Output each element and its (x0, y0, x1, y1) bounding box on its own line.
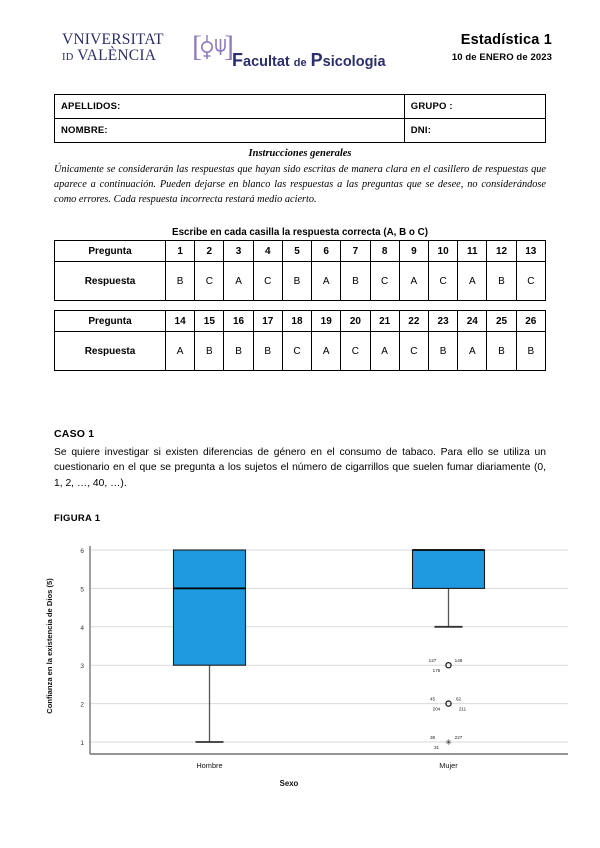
answer-cell[interactable]: C (370, 262, 399, 301)
answer-cell[interactable]: B (428, 332, 457, 371)
question-number-cell: 2 (195, 241, 224, 262)
caso-body: Se quiere investigar si existen diferencias de género en el consumo de tabaco. Para ello se utiliza un cuestionario en el que se pregunta a los sujetos el número de cigarrillos que suelen fumar diariamente (0, 1, 2, …, 40, …). (54, 447, 546, 489)
x-axis-tick-label: Mujer (439, 761, 458, 770)
outlier-case-label: 38 (429, 735, 436, 740)
y-axis-tick-label: 1 (80, 740, 84, 747)
table-spacer-cell (55, 301, 546, 311)
answer-cell[interactable]: C (195, 262, 224, 301)
page-title: Estadística 1 (460, 32, 552, 48)
outlier-case-label: 204 (432, 706, 441, 712)
answer-cell[interactable]: A (224, 262, 253, 301)
university-name-valencia: VALÈNCIA (77, 46, 157, 64)
svg-text:]: ] (224, 31, 233, 63)
answer-cell[interactable]: B (487, 262, 516, 301)
nombre-label: NOMBRE: (61, 125, 108, 136)
page-header (52, 30, 552, 86)
answer-key-answer-label: Respuesta (55, 332, 166, 371)
nombre-field[interactable] (55, 119, 405, 143)
y-axis-tick-label: 6 (80, 548, 84, 555)
y-axis-tick-label: 4 (80, 624, 84, 632)
x-axis-tick-label: Hombre (196, 761, 223, 770)
answer-cell[interactable]: B (224, 332, 253, 371)
question-number-cell: 19 (312, 311, 341, 332)
answer-cell[interactable]: B (253, 332, 282, 371)
question-number-cell: 14 (166, 311, 195, 332)
question-number-cell: 3 (224, 241, 253, 262)
question-number-cell: 7 (341, 241, 370, 262)
university-logo (62, 32, 192, 64)
outlier-case-label: 211 (458, 706, 467, 712)
question-number-cell: 25 (487, 311, 516, 332)
grupo-label: GRUPO : (410, 101, 453, 112)
outlier-case-label: 62 (455, 696, 462, 702)
outlier-case-label: 127 (428, 658, 437, 664)
student-id-table (54, 94, 546, 143)
question-number-cell: 12 (487, 241, 516, 262)
y-axis-tick-label: 5 (80, 586, 84, 594)
university-name-line1: VNIVERSITAT (62, 31, 164, 48)
answer-cell[interactable]: B (195, 332, 224, 371)
table-row (55, 262, 546, 301)
question-number-cell: 11 (458, 241, 487, 262)
faculty-word-sicologia: sicologia (322, 54, 386, 70)
answer-cell[interactable]: B (282, 262, 311, 301)
outlier-case-label: 175 (432, 668, 441, 674)
answer-key-title: Escribe en cada casilla la respuesta correcta (A, B o C) (172, 227, 428, 238)
table-row (55, 311, 546, 332)
figure-title: FIGURA 1 (54, 513, 101, 524)
answer-cell[interactable]: C (282, 332, 311, 371)
question-number-cell: 1 (166, 241, 195, 262)
answer-cell[interactable]: A (458, 332, 487, 371)
question-number-cell: 4 (253, 241, 282, 262)
box-iqr (174, 550, 246, 665)
answer-cell[interactable]: B (516, 332, 545, 371)
dni-label: DNI: (410, 125, 432, 136)
question-number-cell: 23 (428, 311, 457, 332)
instructions-body: Únicamente se considerarán las respuestas que hayan sido escritas de manera clara en el casillero de respuestas que aparece a continuación. Pueden dejarse en blanco las respuestas a las preguntas que se desee, no considerándose como errores. Cada respuesta incorrecta restará medio acierto. (54, 164, 546, 205)
y-axis-title: Confianza en la existencia de Dios (5) (45, 578, 54, 714)
answer-cell[interactable]: A (312, 332, 341, 371)
answer-cell[interactable]: A (399, 262, 428, 301)
faculty-initial-p: P (310, 50, 323, 70)
outlier-case-label: 148 (454, 658, 463, 664)
answer-cell[interactable]: A (458, 262, 487, 301)
outlier-case-label: 31 (433, 745, 440, 750)
table-row (55, 95, 546, 119)
question-number-cell: 8 (370, 241, 399, 262)
outlier-case-label: 227 (454, 735, 463, 740)
faculty-name (232, 50, 386, 71)
question-number-cell: 6 (312, 241, 341, 262)
answer-cell[interactable]: A (166, 332, 195, 371)
boxplot-box-group (174, 550, 246, 742)
faculty-initial-f: F (232, 50, 243, 70)
dni-field[interactable] (404, 119, 545, 143)
answer-cell[interactable]: B (487, 332, 516, 371)
question-number-cell: 5 (282, 241, 311, 262)
answer-cell[interactable]: B (341, 262, 370, 301)
question-number-cell: 20 (341, 311, 370, 332)
psi-venus-bracket-icon (192, 31, 234, 63)
boxplot-figure (12, 536, 588, 792)
exam-date: 10 de ENERO de 2023 (451, 52, 552, 63)
answer-cell[interactable]: C (428, 262, 457, 301)
instructions-title: Instrucciones generales (248, 148, 352, 159)
table-row (55, 241, 546, 262)
question-number-cell: 22 (399, 311, 428, 332)
answer-cell[interactable]: C (399, 332, 428, 371)
caso-title: CASO 1 (54, 428, 95, 440)
table-row (55, 119, 546, 143)
question-number-cell: 24 (458, 311, 487, 332)
question-number-cell: 13 (516, 241, 545, 262)
outlier-case-label: 45 (429, 696, 436, 702)
table-row (55, 332, 546, 371)
answer-key-question-label: Pregunta (55, 241, 166, 262)
question-number-cell: 21 (370, 311, 399, 332)
question-number-cell: 26 (516, 311, 545, 332)
question-number-cell: 15 (195, 311, 224, 332)
apellidos-label: APELLIDOS: (61, 101, 121, 112)
x-axis-title: Sexo (279, 779, 299, 788)
faculty-word-de: de (293, 57, 307, 69)
y-axis-tick-label: 2 (80, 701, 84, 709)
grupo-field[interactable] (404, 95, 545, 119)
answer-cell[interactable]: C (253, 262, 282, 301)
boxplot-chart (12, 536, 588, 792)
question-number-cell: 18 (282, 311, 311, 332)
answer-cell[interactable]: C (341, 332, 370, 371)
faculty-word-acultat: acultat (243, 54, 290, 70)
psychology-psi-symbol-icon (192, 31, 234, 68)
answer-cell[interactable]: B (166, 262, 195, 301)
apellidos-field[interactable] (55, 95, 405, 119)
y-axis-tick-label: 3 (80, 663, 84, 671)
question-number-cell: 17 (253, 311, 282, 332)
university-name-prefix: ID (62, 51, 74, 63)
question-number-cell: 16 (224, 311, 253, 332)
question-number-cell: 9 (399, 241, 428, 262)
exam-title-block (372, 32, 552, 63)
answer-cell[interactable]: A (370, 332, 399, 371)
table-spacer (55, 301, 546, 311)
box-iqr (413, 550, 485, 588)
answer-key-table (54, 240, 546, 371)
answer-key-answer-label: Respuesta (55, 262, 166, 301)
answer-cell[interactable]: C (516, 262, 545, 301)
university-name-line2 (62, 48, 192, 64)
answer-cell[interactable]: A (312, 262, 341, 301)
boxplot-box-group (413, 550, 485, 750)
svg-text:[: [ (192, 31, 201, 63)
question-number-cell: 10 (428, 241, 457, 262)
answer-key-question-label: Pregunta (55, 311, 166, 332)
extreme-marker-star: ✳ (445, 738, 452, 747)
